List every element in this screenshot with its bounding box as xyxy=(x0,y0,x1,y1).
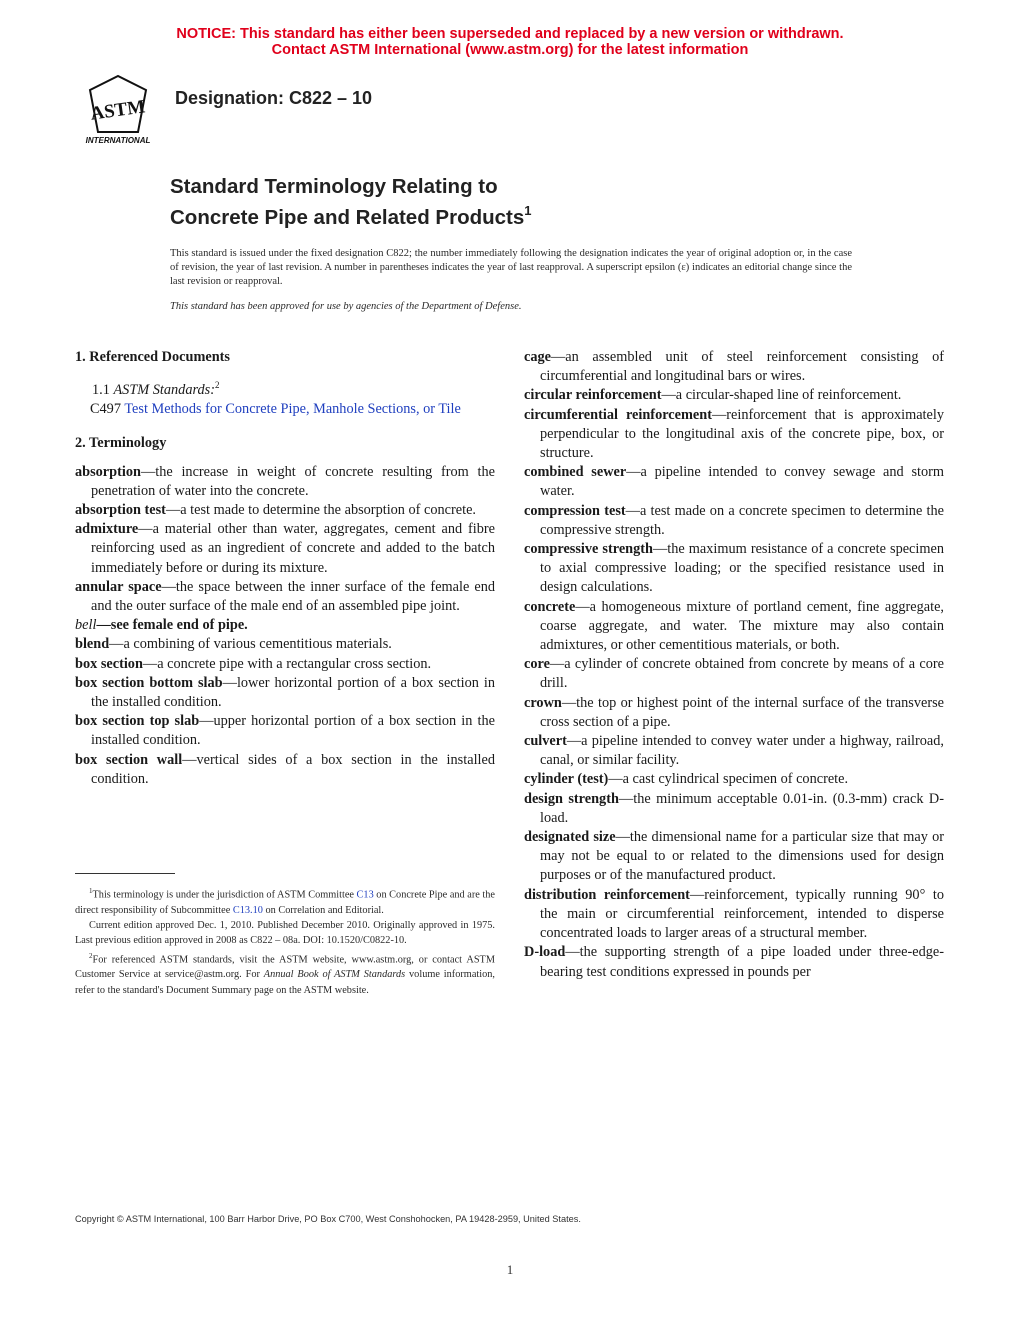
title-footnote-mark: 1 xyxy=(524,203,532,218)
subcommittee-c13-10-link[interactable]: C13.10 xyxy=(232,904,263,916)
term-name: box section bottom slab xyxy=(75,674,223,691)
term-name: absorption test xyxy=(75,501,166,518)
title-line-1: Standard Terminology Relating to xyxy=(170,175,498,198)
term-definition: —reinforcement, typically running 90° to the main or circumferential reinforcement, intended to disperse concentrated loads to larger areas of a structural member. xyxy=(540,886,945,942)
term-name: circular reinforcement xyxy=(524,387,662,404)
term-name: box section wall xyxy=(75,751,183,768)
term-definition: —a cylinder of concrete obtained from concrete by means of a core drill. xyxy=(540,656,944,692)
footnote-1-text-a: This terminology is under the jurisdiction of ASTM Committee xyxy=(92,889,357,901)
issuance-statement: This standard is issued under the fixed designation C822; the number immediately following the designation indicates the year of original adoption or, in the case of revision, the year of last revision. A number in parentheses indicates the year of last reapproval. A superscript epsilon (ε) indicates an editorial change since the last revision or reapproval. xyxy=(170,248,852,287)
term-entry xyxy=(75,712,495,750)
title-line-2 xyxy=(170,199,532,230)
term-name: designated size xyxy=(524,829,616,846)
term-definition: —a pipeline intended to convey sewage and storm water. xyxy=(540,464,945,500)
footnote-1-text-c: on Correlation and Editorial. xyxy=(262,904,384,916)
astm-logo xyxy=(76,72,160,150)
term-definition: —reinforcement that is approximately perpendicular to the longitudinal axis of the concrete pipe, box, or structure. xyxy=(540,406,944,462)
term-name: culvert xyxy=(524,733,567,750)
term-definition: —an assembled unit of steel reinforcement consisting of circumferential and longitudinal bars or wires. xyxy=(540,349,944,385)
term-entry xyxy=(524,540,944,598)
footnote-2-text-b: volume information, refer to the standard's Document Summary page on the ASTM website. xyxy=(75,969,495,996)
term-definition: —a homogeneous mixture of portland cement, fine aggregate, coarse aggregate, and water. The mixture may also contain admixtures, or other cementitious materials, or both. xyxy=(540,598,944,654)
term-entry xyxy=(524,463,944,501)
term-definition: —lower horizontal portion of a box section in the installed condition. xyxy=(91,674,496,711)
term-name: annular space xyxy=(75,578,162,595)
footnote-ref-2: 2 xyxy=(215,380,220,391)
term-name: D-load xyxy=(524,944,566,961)
term-entry xyxy=(524,694,944,732)
page-number: 1 xyxy=(506,1262,514,1277)
section-heading-terminology: 2. Terminology xyxy=(75,435,167,452)
term-name: absorption xyxy=(75,463,141,480)
term-entry xyxy=(524,406,944,464)
term-definition: —a material other than water, aggregates, cement and fibre reinforcing used as an ingredient of concrete and added to the batch immediately before or during its mixture. xyxy=(91,521,495,576)
term-name: admixture xyxy=(75,521,139,538)
term-entry xyxy=(524,386,944,405)
term-definition: —a test made to determine the absorption of concrete. xyxy=(165,501,477,518)
term-name: cylinder (test) xyxy=(524,771,609,788)
footnote-2-mark: 2 xyxy=(89,951,93,960)
subsection-number: 1.1 xyxy=(92,381,114,398)
footnote-2 xyxy=(75,949,495,998)
term-definition: —a concrete pipe with a rectangular cross section. xyxy=(142,655,432,672)
reference-link[interactable]: Test Methods for Concrete Pipe, Manhole Sections, or Tile xyxy=(124,401,461,418)
term-entry xyxy=(524,732,944,770)
term-definition: —a test made on a concrete specimen to determine the compressive strength. xyxy=(540,502,944,538)
notice-line-2: Contact ASTM International (www.astm.org) for the latest information xyxy=(271,42,749,58)
term-entry xyxy=(75,520,495,578)
term-definition: —a cast cylindrical specimen of concrete. xyxy=(608,771,849,788)
term-name: distribution reinforcement xyxy=(524,886,690,903)
right-column xyxy=(524,348,944,982)
term-entry xyxy=(524,790,944,828)
term-name: circumferential reinforcement xyxy=(524,406,712,423)
term-name: box section top slab xyxy=(75,713,200,730)
footnote-2-text-a: For referenced ASTM standards, visit the ASTM website, www.astm.org, or contact ASTM Customer Service at service@astm.org. For xyxy=(75,954,495,981)
term-definition: —the increase in weight of concrete resulting from the penetration of water into the concrete. xyxy=(91,463,495,499)
reference-code: C497 xyxy=(90,401,121,418)
logo-letters: ASTM xyxy=(89,96,147,125)
term-entry xyxy=(75,578,495,616)
subsection-title: ASTM Standards: xyxy=(113,381,215,398)
term-definition: —a circular-shaped line of reinforcement. xyxy=(661,387,902,404)
term-name: combined sewer xyxy=(524,464,627,481)
footnote-1 xyxy=(75,884,495,918)
term-entry xyxy=(75,751,495,789)
term-definition: —see female end of pipe. xyxy=(96,617,248,634)
term-name: design strength xyxy=(524,790,619,807)
term-name: cage xyxy=(524,349,551,365)
footnote-2-book-title: Annual Book of ASTM Standards xyxy=(263,969,406,981)
term-definition: —the maximum resistance of a concrete specimen to axial compressive loading; or the specified resistance used in design calculations. xyxy=(540,541,944,596)
notice-line-1: NOTICE: This standard has either been superseded and replaced by a new version or withdrawn. xyxy=(176,26,844,42)
term-name: crown xyxy=(524,694,562,711)
term-name: blend xyxy=(75,636,110,653)
term-entry xyxy=(524,502,944,540)
footnotes xyxy=(75,884,495,998)
term-entry xyxy=(75,616,495,635)
term-entry xyxy=(75,674,495,712)
term-definition: —the dimensional name for a particular size that may or may not be equal to or related to the dimensions used for design purposes or of the manufactured product. xyxy=(540,829,944,884)
document-title xyxy=(170,174,532,230)
footnote-rule xyxy=(75,873,175,874)
copyright-notice: Copyright © ASTM International, 100 Barr Harbor Drive, PO Box C700, West Conshohocken, PA 19428-2959, United States. xyxy=(75,1214,581,1224)
term-entry xyxy=(75,655,495,674)
footnote-1-text-b: on Concrete Pipe and are the direct responsibility of Subcommittee xyxy=(75,889,495,916)
term-entry xyxy=(524,598,944,656)
term-entry xyxy=(524,943,944,981)
term-entry xyxy=(524,770,944,789)
section-heading-referenced-documents: 1. Referenced Documents xyxy=(75,349,230,365)
term-name: compressive strength xyxy=(524,541,653,558)
terms-list-right xyxy=(524,348,944,982)
term-definition: —the supporting strength of a pipe loaded under three-edge-bearing test conditions expressed in pounds per xyxy=(540,944,944,980)
term-name: core xyxy=(524,656,550,673)
designation: Designation: C822 – 10 xyxy=(175,88,373,108)
term-definition: —the space between the inner surface of the female end and the outer surface of the male end of an assembled pipe joint. xyxy=(91,578,495,614)
notice-banner xyxy=(0,26,1020,58)
term-name: compression test xyxy=(524,502,626,519)
reference-c497 xyxy=(90,400,495,419)
dod-approval-statement: This standard has been approved for use by agencies of the Department of Defense. xyxy=(170,301,522,312)
term-definition: —a pipeline intended to convey water under a highway, railroad, canal, or similar facility. xyxy=(540,733,944,769)
subsection-astm-standards xyxy=(92,376,495,400)
term-entry xyxy=(75,635,495,654)
terms-list-left xyxy=(75,463,495,789)
term-definition: —the minimum acceptable 0.01-in. (0.3-mm) crack D-load. xyxy=(540,790,944,826)
left-column xyxy=(75,348,495,789)
term-entry xyxy=(75,501,495,520)
footnote-1-mark: 1 xyxy=(89,887,93,895)
term-entry xyxy=(75,463,495,501)
term-entry xyxy=(524,828,944,886)
term-entry xyxy=(524,886,944,944)
term-definition: —the top or highest point of the internal surface of the transverse cross section of a pipe. xyxy=(540,694,944,730)
term-name: box section xyxy=(75,655,143,672)
term-name: concrete xyxy=(524,598,576,615)
term-definition: —upper horizontal portion of a box section in the installed condition. xyxy=(91,713,495,749)
logo-subtext: INTERNATIONAL xyxy=(85,136,151,145)
term-entry xyxy=(524,348,944,386)
term-entry xyxy=(524,655,944,693)
term-definition: —a combining of various cementitious materials. xyxy=(109,636,392,653)
committee-c13-link[interactable]: C13 xyxy=(356,889,374,901)
footnote-1-edition: Current edition approved Dec. 1, 2010. Published December 2010. Originally approved in 1975. Last previous edition approved in 2008 as C822 – 08a. DOI: 10.1520/C0822-10. xyxy=(75,920,495,947)
term-definition: —vertical sides of a box section in the installed condition. xyxy=(91,751,496,787)
title-line-2-text: Concrete Pipe and Related Products xyxy=(170,205,525,229)
term-name: bell xyxy=(75,617,97,634)
